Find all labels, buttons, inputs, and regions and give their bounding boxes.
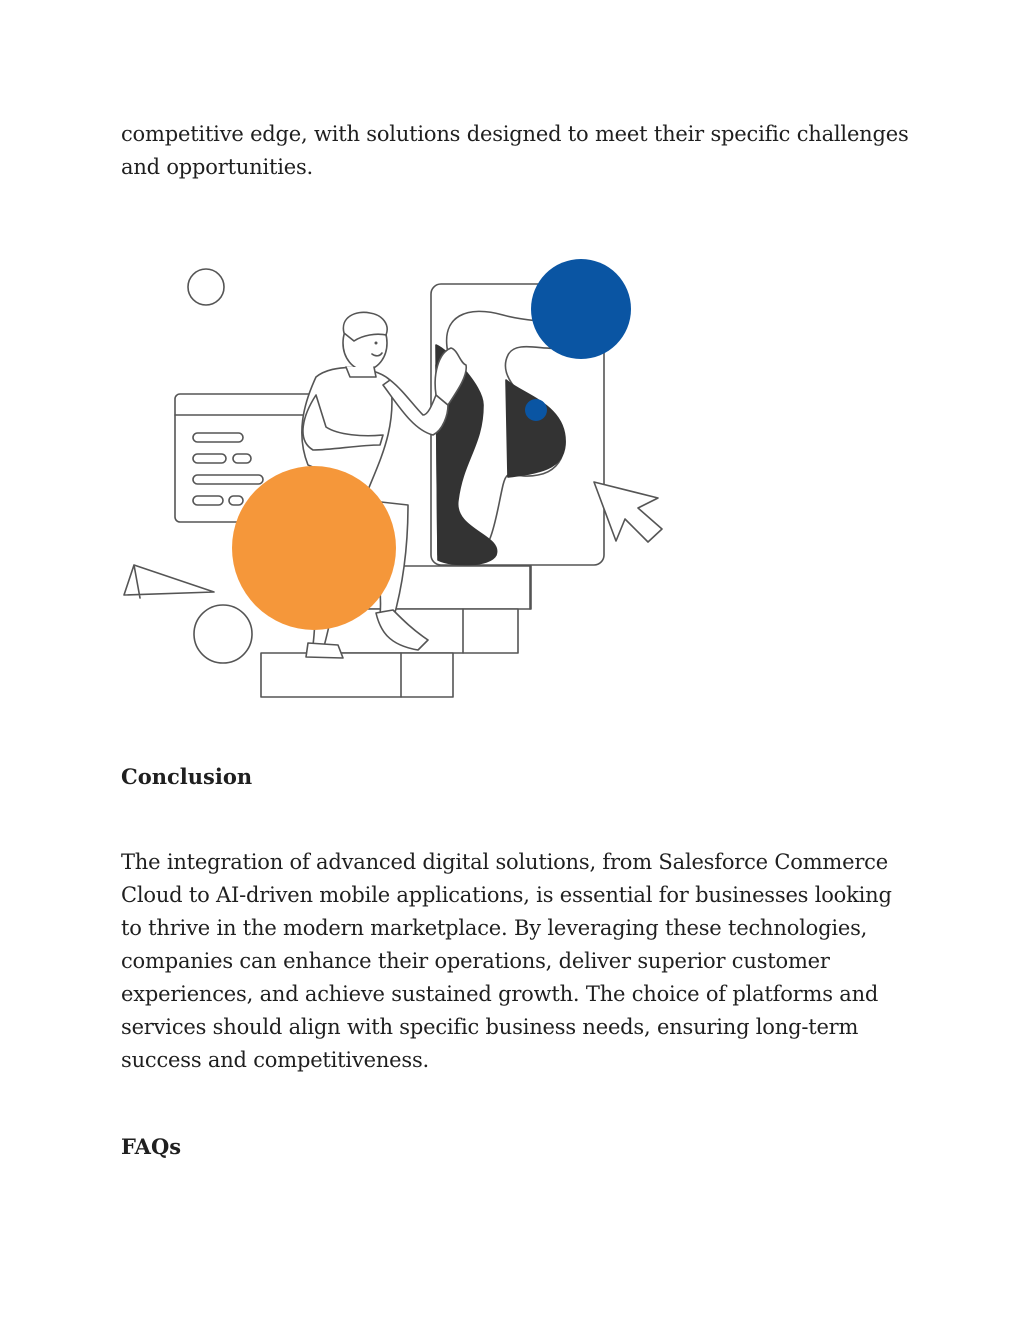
faqs-heading: FAQs	[121, 1134, 182, 1159]
triangle-prism	[124, 565, 214, 598]
conclusion-paragraph: The integration of advanced digital solutions, from Salesforce Commerce Cloud to AI-driven mobile applications, is essential for businesses looking to thrive in the modern marketplace. By leveraging these technologies, companies can enhance their operations, deliver superior customer experiences, and achieve sustained growth. The choice of platforms and services should align with specific business needs, ensuring long-term success and competitiveness.	[121, 850, 892, 1072]
blue-circle-large	[531, 259, 631, 359]
small-circle-top	[188, 269, 224, 305]
person-with-phone-illustration	[118, 255, 666, 705]
small-circle-bottom	[194, 605, 252, 663]
orange-circle	[232, 466, 396, 630]
intro-paragraph: competitive edge, with solutions designed to meet their specific challenges and opportunities.	[121, 122, 909, 179]
conclusion-heading: Conclusion	[121, 764, 253, 789]
blue-circle-small	[525, 399, 547, 421]
